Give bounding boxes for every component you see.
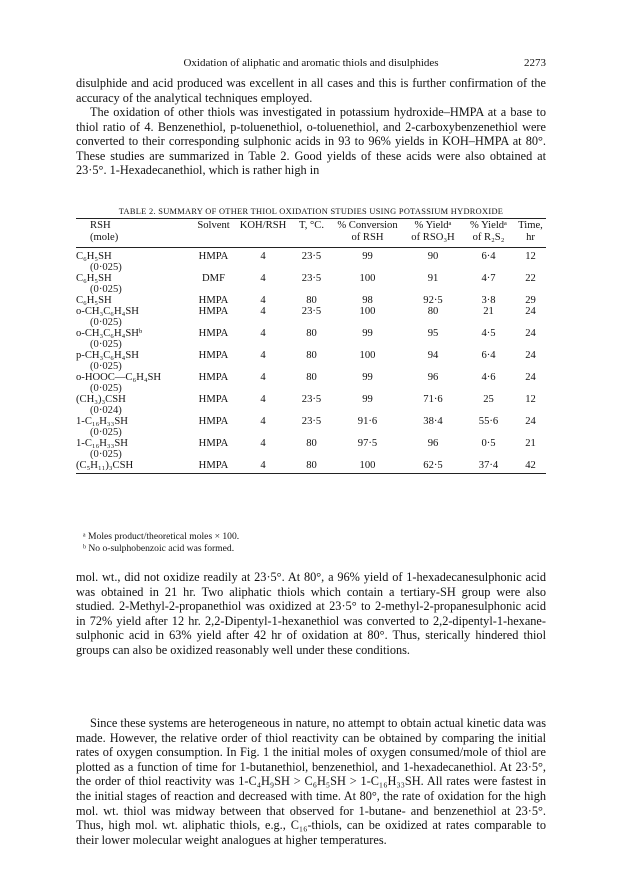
table-bottom-rule-cell: [76, 471, 546, 474]
cell-solvent: HMPA: [198, 438, 229, 449]
col-header-yield-acid-line2: of RSO₃H: [411, 231, 455, 243]
cell-empty: [404, 383, 462, 394]
cell-time: 24: [525, 350, 536, 361]
cell-empty: [193, 449, 234, 460]
cell-time: 24: [525, 416, 536, 427]
table-bottom-rule: [76, 471, 546, 474]
col-header-yield-acid-line1: % Yieldᵃ: [414, 220, 452, 231]
cell-solvent: HMPA: [198, 295, 229, 306]
cell-empty: [515, 449, 546, 460]
cell-empty: [234, 339, 292, 350]
cell-conv: 99: [362, 251, 373, 262]
cell-y-acid: 96: [427, 372, 439, 383]
cell-empty: [404, 339, 462, 350]
cell-conv: 100: [359, 460, 376, 471]
cell-solvent: HMPA: [198, 328, 229, 339]
col-header-time: [515, 220, 546, 243]
page-header: [76, 57, 546, 73]
cell-empty: [234, 317, 292, 328]
cell-ratio: 4: [260, 350, 266, 361]
cell-empty: [292, 383, 331, 394]
cell-empty: [462, 427, 515, 438]
cell-y-disulph: 4·5: [481, 328, 496, 339]
cell-temp: 23·5: [301, 394, 322, 405]
cell-empty: [193, 405, 234, 416]
cell-solvent: HMPA: [198, 394, 229, 405]
cell-ratio: 4: [260, 460, 266, 471]
table-row-mole: [76, 317, 546, 328]
cell-empty: [404, 262, 462, 273]
cell-empty: [515, 361, 546, 372]
table-row: [76, 460, 546, 471]
table-header: [76, 220, 546, 251]
cell-empty: [515, 383, 546, 394]
cell-ratio: 4: [260, 328, 266, 339]
cell-empty: [234, 383, 292, 394]
cell-conv: 100: [359, 306, 376, 317]
table-row-mole: [76, 427, 546, 438]
cell-empty: [331, 405, 404, 416]
cell-y-acid: 90: [427, 251, 439, 262]
cell-time: 24: [525, 372, 536, 383]
cell-empty: [292, 284, 331, 295]
col-header-rsh: [76, 220, 193, 243]
cell-y-disulph: 37·4: [478, 460, 499, 471]
cell-temp: 80: [306, 460, 317, 471]
table-top-rule: [76, 218, 546, 219]
cell-empty: [331, 284, 404, 295]
cell-y-disulph: 4·7: [481, 273, 496, 284]
table-row: [76, 273, 546, 284]
col-header-yield-acid: [404, 220, 462, 243]
col-header-solvent: [193, 220, 234, 243]
table-row-mole: [76, 339, 546, 350]
cell-empty: [404, 361, 462, 372]
cell-y-disulph: 6·4: [481, 350, 496, 361]
col-header-conversion-line1: % Conversion: [337, 220, 398, 231]
running-title: Oxidation of aliphatic and aromatic thiols and disulphides: [183, 57, 439, 69]
col-header-temp: [292, 220, 331, 243]
cell-empty: [292, 361, 331, 372]
cell-y-acid: 80: [427, 306, 439, 317]
cell-empty: [404, 427, 462, 438]
cell-y-acid: 62·5: [423, 460, 443, 471]
cell-solvent: HMPA: [198, 416, 229, 427]
cell-empty: [331, 427, 404, 438]
table-row: [76, 416, 546, 427]
cell-empty: [515, 405, 546, 416]
col-header-conversion: [331, 220, 404, 243]
table-row: [76, 372, 546, 383]
cell-empty: [193, 361, 234, 372]
cell-empty: [193, 262, 234, 273]
col-header-rsh-line1: RSH: [90, 220, 111, 231]
cell-empty: [234, 284, 292, 295]
cell-solvent: DMF: [202, 273, 225, 284]
cell-empty: [193, 427, 234, 438]
cell-empty: [234, 262, 292, 273]
cell-mole: (0·025): [90, 427, 122, 438]
cell-time: 12: [525, 394, 536, 405]
cell-ratio: 4: [260, 295, 266, 306]
cell-ratio: 4: [260, 394, 266, 405]
cell-empty: [404, 284, 462, 295]
cell-empty: [462, 361, 515, 372]
cell-conv: 98: [362, 295, 373, 306]
cell-empty: [193, 383, 234, 394]
paragraph-1: disulphide and acid produced was excellent in all cases and this is further confirmation of the accuracy of the analytical techniques employed.: [76, 76, 546, 105]
cell-empty: [331, 449, 404, 460]
cell-empty: [462, 383, 515, 394]
cell-time: 24: [525, 328, 536, 339]
cell-empty: [193, 339, 234, 350]
table-row: [76, 306, 546, 317]
cell-y-disulph: 21: [483, 306, 494, 317]
table-row-mole: [76, 405, 546, 416]
table-body: [76, 251, 546, 474]
footnote-b: ᵇ No o-sulphobenzoic acid was formed.: [83, 543, 235, 554]
cell-empty: [331, 339, 404, 350]
cell-empty: [234, 427, 292, 438]
cell-empty: [515, 284, 546, 295]
cell-empty: [515, 262, 546, 273]
col-header-ratio: [234, 220, 292, 243]
cell-conv: 100: [359, 350, 376, 361]
cell-solvent: HMPA: [198, 372, 229, 383]
page-number: 2273: [524, 57, 546, 69]
cell-empty: [292, 317, 331, 328]
cell-empty: [462, 339, 515, 350]
col-header-ratio-line2: KOH/RSH: [239, 220, 287, 231]
cell-temp: 23·5: [301, 306, 322, 317]
cell-solvent: HMPA: [198, 350, 229, 361]
cell-empty: [462, 262, 515, 273]
cell-ratio: 4: [260, 306, 266, 317]
cell-ratio: 4: [260, 438, 266, 449]
col-header-conversion-line2: of RSH: [351, 231, 384, 243]
cell-empty: [462, 284, 515, 295]
cell-empty: [292, 427, 331, 438]
cell-empty: [234, 449, 292, 460]
table-row: [76, 251, 546, 262]
cell-empty: [292, 405, 331, 416]
cell-empty: [515, 427, 546, 438]
cell-conv: 99: [362, 372, 373, 383]
cell-rsh: 1-C₁₆H₃₃SH: [76, 438, 128, 449]
cell-empty: [515, 339, 546, 350]
cell-time: 24: [525, 306, 536, 317]
cell-mole: (0·025): [90, 361, 122, 372]
cell-rsh: C₆H₅SH: [76, 251, 112, 262]
cell-time: 12: [525, 251, 536, 262]
cell-temp: 80: [306, 328, 317, 339]
cell-rsh: o-HOOC—C₆H₄SH: [76, 372, 162, 383]
cell-time: 42: [525, 460, 536, 471]
cell-rsh: o-CH₃C₆H₄SH: [76, 306, 139, 317]
cell-mole: (0·025): [90, 262, 122, 273]
cell-temp: 23·5: [301, 273, 322, 284]
paragraph-3: mol. wt., did not oxidize readily at 23·5°. At 80°, a 96% yield of 1-hexadecanesulphonic acid was obtained in 21 hr. Two aliphatic thiols which contain a tertiary-SH group were also studied. 2-Methyl-2-propanethiol was oxidized at 23·5° to 2-methyl-2-propanesulphonic acid in 72% yield after 12 hr. 2,2-Dipentyl-1-hexanethiol was converted to 2,2-dipentyl-1-hexane-sulphonic acid in 63% yield after 42 hr of oxidation at 80°. Thus, sterically hindered thiol groups can also be oxidized reasonably well under these conditions.: [76, 570, 546, 657]
col-header-yield-disulphide-line1: % Yieldᵃ: [470, 220, 507, 231]
table-row: [76, 328, 546, 339]
table-row-mole: [76, 449, 546, 460]
cell-empty: [234, 361, 292, 372]
footnote-a: ᵃ Moles product/theoretical moles × 100.: [83, 531, 240, 542]
table-row: [76, 295, 546, 306]
table-caption: TABLE 2. SUMMARY OF OTHER THIOL OXIDATION STUDIES USING POTASSIUM HYDROXIDE: [118, 207, 504, 216]
cell-rsh: C₆H₅SH: [76, 295, 112, 306]
cell-solvent: HMPA: [198, 460, 229, 471]
paragraph-4: Since these systems are heterogeneous in nature, no attempt to obtain actual kinetic data was made. However, the relative order of thiol reactivity can be obtained by comparing the initial rates of oxygen consumption. In Fig. 1 the initial moles of oxygen consumed/mole of thiol are plotted as a function of time for 1-butanethiol, benzenethiol, and 1-hexadecanethiol. At 23·5°, the order of thiol reactivity was 1-C₄H₉SH > C₆H₅SH > 1-C₁₆H₃₃SH. All rates were fastest in the initial stages of reaction and decreased with time. At 80°, the rate of oxidation for the high mol. wt. thiol was midway between that observed for 1-butane- and benzenethiol at 23·5°. Thus, high mol. wt. aliphatic thiols, e.g., C₁₆-thiols, can be oxidized at rates comparable to their lower molecular weight analogues at higher temperatures.: [76, 716, 546, 847]
cell-empty: [234, 405, 292, 416]
cell-y-disulph: 4·6: [481, 372, 496, 383]
cell-mole: (0·025): [90, 449, 122, 460]
cell-empty: [331, 317, 404, 328]
cell-empty: [404, 449, 462, 460]
col-header-time-line2: hr: [526, 231, 535, 243]
cell-y-disulph: 25: [483, 394, 494, 405]
cell-solvent: HMPA: [198, 306, 229, 317]
cell-temp: 23·5: [301, 416, 322, 427]
cell-mole: (0·025): [90, 284, 122, 295]
col-header-time-line1: Time,: [518, 220, 543, 231]
table-row-mole: [76, 262, 546, 273]
table-row: [76, 394, 546, 405]
col-header-temp-line2: T, °C.: [299, 220, 324, 231]
cell-time: 29: [525, 295, 536, 306]
cell-temp: 80: [306, 372, 317, 383]
cell-ratio: 4: [260, 416, 266, 427]
cell-ratio: 4: [260, 273, 266, 284]
cell-empty: [292, 339, 331, 350]
table-row: [76, 350, 546, 361]
cell-y-acid: 91: [427, 273, 439, 284]
cell-temp: 80: [306, 438, 317, 449]
cell-empty: [462, 449, 515, 460]
cell-empty: [462, 405, 515, 416]
col-header-yield-disulphide: [462, 220, 515, 243]
paragraph-2: The oxidation of other thiols was investigated in potassium hydroxide–HMPA at a base to thiol ratio of 4. Benzenethiol, p-toluenethiol, o-toluenethiol, and 2-carboxybenzenethiol were converted to their corresponding sulphonic acids in 93 to 96% yields in KOH–HMPA at 80°. These studies are summarized in Table 2. Good yields of these acids were also obtained at 23·5°. 1-Hexadecanethiol, which is rather high in: [76, 105, 546, 178]
table-footnotes: [83, 531, 543, 555]
cell-empty: [193, 284, 234, 295]
cell-empty: [462, 317, 515, 328]
cell-mole: (0·025): [90, 317, 122, 328]
col-header-yield-disulphide-line2: of R₂S₂: [472, 231, 505, 243]
cell-time: 22: [525, 273, 536, 284]
cell-temp: 80: [306, 295, 317, 306]
cell-conv: 91·6: [357, 416, 378, 427]
cell-conv: 99: [362, 328, 373, 339]
cell-empty: [292, 449, 331, 460]
cell-empty: [331, 361, 404, 372]
cell-empty: [404, 405, 462, 416]
table-row-mole: [76, 284, 546, 295]
cell-mole: (0·024): [90, 405, 122, 416]
cell-rsh: C₆H₅SH: [76, 273, 112, 284]
cell-time: 21: [525, 438, 536, 449]
cell-conv: 99: [362, 394, 373, 405]
cell-conv: 97·5: [357, 438, 378, 449]
cell-temp: 80: [306, 350, 317, 361]
cell-mole: (0·025): [90, 339, 122, 350]
cell-y-acid: 95: [427, 328, 439, 339]
cell-empty: [404, 317, 462, 328]
cell-y-disulph: 0·5: [481, 438, 496, 449]
table-row-mole: [76, 383, 546, 394]
cell-rsh: o-CH₃C₆H₄SHᵇ: [76, 328, 143, 339]
cell-y-acid: 92·5: [423, 295, 443, 306]
cell-empty: [193, 317, 234, 328]
cell-y-acid: 94: [427, 350, 439, 361]
cell-empty: [331, 383, 404, 394]
cell-empty: [515, 317, 546, 328]
cell-empty: [331, 262, 404, 273]
cell-y-disulph: 55·6: [478, 416, 499, 427]
cell-y-disulph: 6·4: [481, 251, 496, 262]
cell-y-disulph: 3·8: [481, 295, 496, 306]
col-header-solvent-line2: Solvent: [197, 220, 230, 231]
col-header-rsh-line2: (mole): [90, 231, 119, 243]
cell-y-acid: 71·6: [423, 394, 443, 405]
table-row-mole: [76, 361, 546, 372]
cell-solvent: HMPA: [198, 251, 229, 262]
cell-ratio: 4: [260, 372, 266, 383]
cell-ratio: 4: [260, 251, 266, 262]
cell-rsh: (CH₃)₃CSH: [76, 394, 126, 405]
cell-temp: 23·5: [301, 251, 322, 262]
cell-rsh: p-CH₃C₆H₄SH: [76, 350, 139, 361]
cell-rsh: (C₅H₁₁)₃CSH: [76, 460, 134, 471]
cell-rsh: 1-C₁₆H₃₃SH: [76, 416, 128, 427]
cell-y-acid: 38·4: [423, 416, 443, 427]
results-table: [76, 220, 546, 474]
cell-mole: (0·025): [90, 383, 122, 394]
cell-conv: 100: [359, 273, 376, 284]
cell-empty: [292, 262, 331, 273]
table-row: [76, 438, 546, 449]
cell-y-acid: 96: [427, 438, 439, 449]
